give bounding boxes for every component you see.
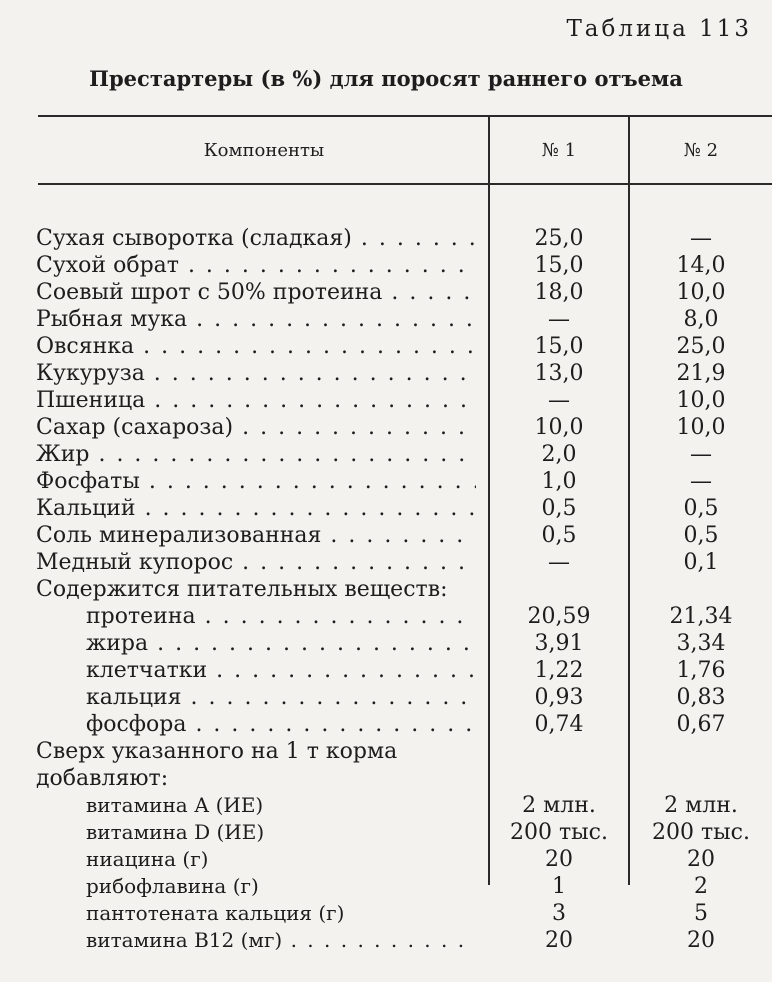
- value-col-2: 8,0: [683, 307, 719, 332]
- row-label: рибофлавина (г): [86, 874, 259, 898]
- value-col-2: 10,0: [676, 415, 726, 440]
- table-row: [0, 441, 772, 468]
- value-col-2: —: [690, 442, 712, 467]
- table-row: [0, 306, 772, 333]
- row-label: Сахар (сахароза) . . .: [36, 414, 476, 441]
- value-col-2: 200 тыс.: [652, 820, 750, 845]
- table-row: [0, 414, 772, 441]
- value-col-1: 10,0: [534, 415, 584, 440]
- value-col-2: 0,5: [683, 523, 719, 548]
- section-heading-row: [0, 765, 772, 792]
- table-row: [0, 927, 772, 954]
- row-label: Сверх указанного на 1 т корма: [36, 739, 398, 764]
- value-col-1: 0,5: [541, 523, 577, 548]
- table-caption: Престартеры (в %) для поросят раннего отъема: [89, 66, 683, 91]
- table-row: [0, 711, 772, 738]
- value-col-1: 1,22: [534, 658, 584, 683]
- row-label: жира . . .: [86, 630, 476, 657]
- header-col-1: № 1: [541, 140, 577, 161]
- value-col-1: 18,0: [534, 280, 584, 305]
- table-row: [0, 252, 772, 279]
- row-label: пантотената кальция (г): [86, 901, 345, 925]
- value-col-2: —: [690, 226, 712, 251]
- header-components: Компоненты: [203, 140, 325, 161]
- table-row: [0, 522, 772, 549]
- row-label: ниацина (г): [86, 847, 209, 871]
- value-col-2: 20: [687, 847, 715, 872]
- value-col-1: —: [548, 550, 570, 575]
- value-col-1: 15,0: [534, 334, 584, 359]
- row-label: Сухая сыворотка (сладкая) . . .: [36, 225, 476, 252]
- value-col-1: —: [548, 388, 570, 413]
- value-col-2: 14,0: [676, 253, 726, 278]
- row-label: Соль минерализованная . . .: [36, 522, 476, 549]
- table-row: [0, 846, 772, 873]
- table-row: [0, 792, 772, 819]
- header-rule: [38, 183, 772, 185]
- value-col-1: 200 тыс.: [510, 820, 608, 845]
- table-row: [0, 549, 772, 576]
- row-label: клетчатки . . .: [86, 657, 476, 684]
- value-col-2: 10,0: [676, 280, 726, 305]
- value-col-2: 0,5: [683, 496, 719, 521]
- value-col-1: —: [548, 307, 570, 332]
- table-row: [0, 387, 772, 414]
- value-col-1: 13,0: [534, 361, 584, 386]
- value-col-2: 10,0: [676, 388, 726, 413]
- value-col-1: 3,91: [534, 631, 584, 656]
- table-row: [0, 495, 772, 522]
- row-label: Рыбная мука . . .: [36, 306, 476, 333]
- table-row: [0, 900, 772, 927]
- value-col-2: 2 млн.: [664, 793, 738, 818]
- value-col-2: —: [690, 469, 712, 494]
- value-col-2: 5: [694, 901, 708, 926]
- value-col-2: 21,9: [676, 361, 726, 386]
- row-label: Содержится питательных веществ:: [36, 577, 448, 602]
- value-col-1: 0,93: [534, 685, 584, 710]
- value-col-2: 2: [694, 874, 708, 899]
- table-row: [0, 333, 772, 360]
- value-col-2: 0,83: [676, 685, 726, 710]
- row-label: витамина B12 (мг) . . .: [86, 927, 476, 954]
- table-row: [0, 657, 772, 684]
- section-heading-row: [0, 576, 772, 603]
- row-label: фосфора . . .: [86, 711, 476, 738]
- header-col-2: № 2: [683, 140, 719, 161]
- row-label: Жир . . .: [36, 441, 476, 468]
- value-col-1: 20,59: [527, 604, 591, 629]
- value-col-1: 20: [545, 928, 573, 953]
- value-col-1: 0,74: [534, 712, 584, 737]
- value-col-2: 0,1: [683, 550, 719, 575]
- table-row: [0, 819, 772, 846]
- value-col-1: 20: [545, 847, 573, 872]
- row-label: Кукуруза . . .: [36, 360, 476, 387]
- value-col-1: 2 млн.: [522, 793, 596, 818]
- table-body: [0, 225, 772, 954]
- value-col-2: 1,76: [676, 658, 726, 683]
- row-label: добавляют:: [36, 766, 169, 791]
- row-label: Кальций . . .: [36, 495, 476, 522]
- row-label: Соевый шрот с 50% протеина . . .: [36, 279, 476, 306]
- table-row: [0, 684, 772, 711]
- table-row: [0, 873, 772, 900]
- table-row: [0, 360, 772, 387]
- value-col-1: 25,0: [534, 226, 584, 251]
- table-row: [0, 225, 772, 252]
- top-rule: [38, 115, 772, 117]
- table-row: [0, 603, 772, 630]
- row-label: витамина D (ИЕ): [86, 820, 265, 844]
- value-col-2: 3,34: [676, 631, 726, 656]
- value-col-1: 1,0: [541, 469, 577, 494]
- row-label: Медный купорос . . .: [36, 549, 476, 576]
- value-col-2: 21,34: [669, 604, 733, 629]
- table-row: [0, 468, 772, 495]
- value-col-1: 0,5: [541, 496, 577, 521]
- section-heading-row: [0, 738, 772, 765]
- value-col-1: 1: [552, 874, 566, 899]
- row-label: Фосфаты . . .: [36, 468, 476, 495]
- value-col-2: 25,0: [676, 334, 726, 359]
- row-label: витамина А (ИЕ): [86, 793, 264, 817]
- value-col-1: 15,0: [534, 253, 584, 278]
- value-col-1: 3: [552, 901, 566, 926]
- row-label: Сухой обрат . . .: [36, 252, 476, 279]
- row-label: кальция . . .: [86, 684, 476, 711]
- table-number: Таблица 113: [566, 16, 752, 42]
- value-col-2: 0,67: [676, 712, 726, 737]
- table-row: [0, 630, 772, 657]
- value-col-2: 20: [687, 928, 715, 953]
- row-label: Пшеница . . .: [36, 387, 476, 414]
- value-col-1: 2,0: [541, 442, 577, 467]
- row-label: протеина . . .: [86, 603, 476, 630]
- row-label: Овсянка . . .: [36, 333, 476, 360]
- table-row: [0, 279, 772, 306]
